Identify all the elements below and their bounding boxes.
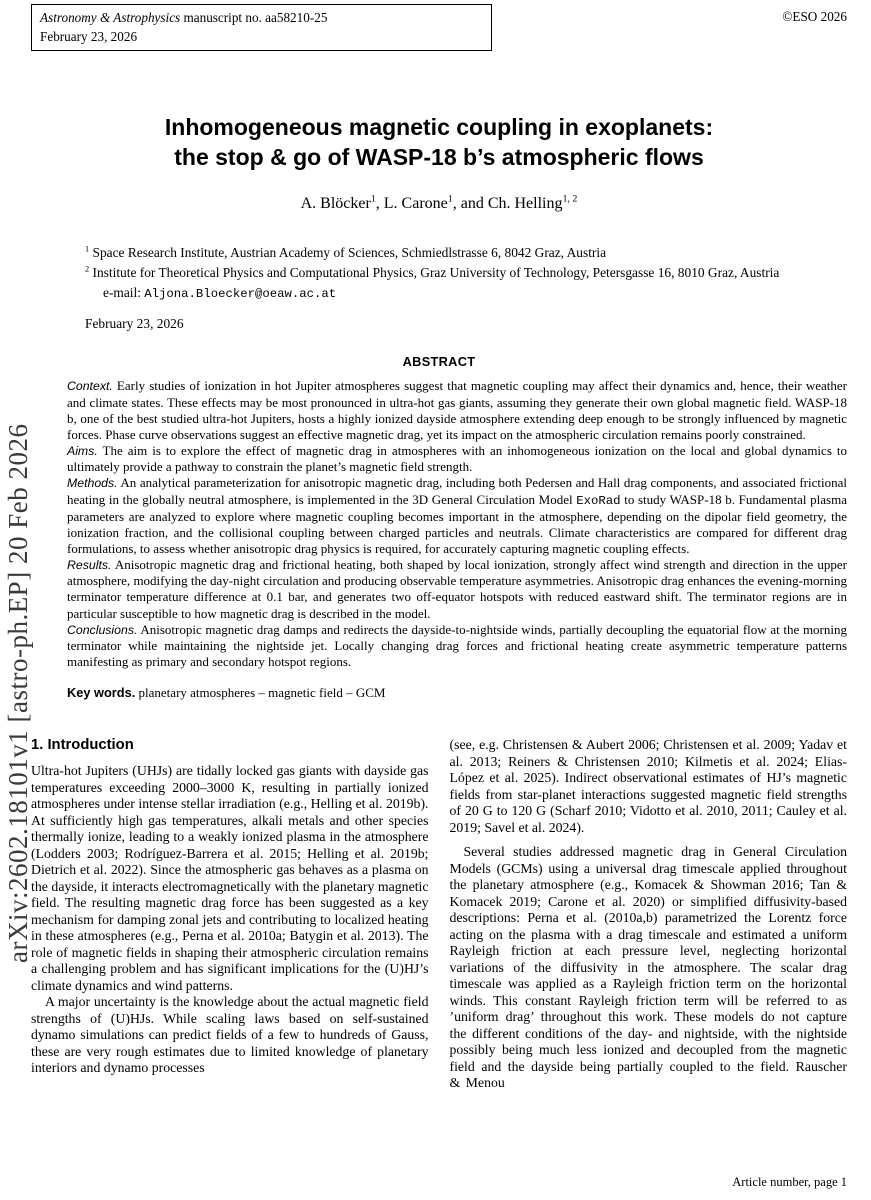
left-column (31, 737, 429, 1092)
affiliation-1-marker: 1 (85, 244, 90, 254)
email-label: e-mail: (103, 284, 145, 300)
journal-name: Astronomy & Astrophysics (40, 10, 181, 25)
author-2-affil-sup: 1 (447, 193, 453, 205)
eso-copyright: ©ESO 2026 (782, 9, 847, 24)
intro-paragraph-4: Several studies addressed magnetic drag in General Circulation Models (GCMs) using a universal drag timescale applied throughout the planetary atmosphere (e.g., Komacek & Showman 2016; Tan & Komacek 2019; Carone et al. 2020) or simplified diffusivity-based descriptions: Perna et al. (2010a,b) parametrized the Lorentz force acting on the plasma with a drag timescale and estimated a uniform Rayleigh friction at each pressure level, neglecting horizontal variations of the diffusivity in the atmosphere. The scalar drag timescale was applied as a Rayleigh friction term on the horizontal winds. This constant Rayleigh friction term will be referred to as ’uniform drag’ throughout this work. These models do not capture the different conditions of the day- and nightside, with the nightside possibly being much less ionized and decoupled from the magnetic field and the dayside being partially coupled to the field. Rauscher & Menou (449, 844, 847, 1091)
keywords-text: planetary atmospheres – magnetic field – GCM (135, 685, 386, 701)
abstract-results: Results. Anisotropic magnetic drag and frictional heating, both shaped by local ionization, strongly affect wind strength and direction in the upper atmosphere, modifying the day-night circulation and producing observable temperature asymmetries. Anisotropic drag enhances the evening-morning terminator temperature difference at 0.1 bar, and generates two off-equator hotspots with reduced eastward shift. The terminator regions are in particular susceptible to how magnetic drag is described in the model. (67, 557, 847, 621)
keywords-line (67, 685, 847, 701)
intro-paragraph-3: (see, e.g. Christensen & Aubert 2006; Christensen et al. 2009; Yadav et al. 2013; Reiners & Christensen 2010; Kilmetis et al. 2024; Elias-López et al. 2025). Indirect observational estimates of HJ’s magnetic fields from star-planet interactions suggested magnetic field strengths of 20 G to 120 G (Scharf 2010; Vidotto et al. 2010, 2011; Cauley et al. 2019; Savel et al. 2024). (449, 737, 847, 835)
email-address: Aljona.Bloecker@oeaw.ac.at (144, 286, 337, 301)
results-label: Results. (67, 558, 112, 573)
page-number-footer: Article number, page 1 (732, 1175, 847, 1189)
title-line-1: Inhomogeneous magnetic coupling in exoplanets: (164, 114, 714, 140)
affiliations-block (31, 243, 847, 304)
affiliation-2-marker: 2 (85, 264, 90, 274)
affiliation-1 (85, 243, 847, 263)
author-1: A. Blöcker$^1$, (300, 193, 384, 212)
arxiv-identifier-stamp: arXiv:2602.18101v1 [astro-ph.EP] 20 Feb 2026 (3, 423, 33, 963)
author-3-affil-sup: 1, 2 (562, 193, 578, 205)
authors-line (31, 195, 847, 213)
header-date: February 23, 2026 (40, 29, 138, 45)
title-line-2: the stop & go of WASP-18 b’s atmospheric flows (174, 144, 704, 171)
exorad-code-name: ExoRad (576, 493, 621, 508)
keywords-label: Key words. (67, 685, 136, 701)
section-1-heading: 1. Introduction (31, 737, 134, 754)
abstract-heading: ABSTRACT (402, 354, 476, 370)
paper-title (31, 112, 847, 173)
abstract-context: Context. Early studies of ionization in hot Jupiter atmospheres suggest that magnetic coupling may affect their dynamics and, hence, their weather and climate states. These effects may be most pronounced in ultra-hot gas giants, assuming they generate their own global magnetic field. WASP-18 b, one of the best studied ultra-hot Jupiters, hosts a highly ionized dayside atmosphere extending deep enough to be strongly influenced by magnetic forces. Phase curve observations suggest an effective magnetic drag, yet its impact on the atmospheric circulation remains poorly constrained. (67, 378, 847, 442)
affiliation-2 (85, 263, 847, 283)
context-label: Context. (67, 379, 113, 394)
right-column (450, 737, 848, 1092)
two-column-body (31, 737, 847, 1092)
abstract-aims: Aims. The aim is to explore the effect of magnetic drag in atmospheres with an inhomogeneous ionization on the local and global dynamics to ultimately provide a pathway to constrain the planet’s magnetic field strength. (67, 442, 847, 475)
manuscript-number: manuscript no. aa58210-25 (180, 10, 328, 25)
abstract-conclusions: Conclusions. Anisotropic magnetic drag damps and redirects the dayside-to-nightside winds, partially decoupling the equatorial flow at the morning terminator while maintaining the nightside jet. Locally changing drag forces and frictional heating create asymmetric temperature patterns manifesting as primary and secondary hotspot regions. (67, 621, 847, 669)
abstract-methods: Methods. An analytical parameterization for anisotropic magnetic drag, including both Pedersen and Hall drag components, and associated frictional heating in the globally neutral atmosphere, is implemented in the 3D General Circulation Model ExoRad to study WASP-18 b. Fundamental plasma parameters are analyzed to explore where magnetic coupling becomes important in the atmosphere, depending on the dipolar field geometry, the ionization fraction, and the collisional coupling between charged particles and neutrals. Climate characteristics are compared for different drag formulations, to assess whether anisotropic drag physics is required, for accurately capturing magnetic coupling effects. (67, 475, 847, 556)
manuscript-header-box (31, 4, 492, 51)
intro-paragraph-1: Ultra-hot Jupiters (UHJs) are tidally locked gas giants with dayside gas temperatures exceeding 2000–3000 K, resulting in partially ionized atmospheres under intense stellar irradiation (e.g., Helling et al. 2019b). At sufficiently high gas temperatures, alkali metals and other species thermally ionize, leading to a weakly ionized plasma in the atmosphere (Lodders 2003; Rodríguez-Barrera et al. 2015; Helling et al. 2019b; Dietrich et al. 2022). Since the atmospheric gas behaves as a plasma on the dayside, it interacts electromagnetically with the planetary magnetic field. The resulting magnetic drag force has been suggested as a key mechanism for damping zonal jets and contributing to localized heating in these atmospheres (e.g., Perna et al. 2010a; Batygin et al. 2013). The role of magnetic fields in shaping their atmospheric circulation remains a challenging problem and has significant implications for the (U)HJ’s climate dynamics and wind patterns. (31, 763, 429, 993)
manuscript-line (40, 8, 483, 27)
intro-paragraph-2: A major uncertainty is the knowledge about the actual magnetic field strengths of (U)HJs. While scaling laws based on self-sustained dynamo simulations can predict fields of a few to hundreds of Gauss, these are very rough estimates due to limited knowledge of planetary interiors and dynamo processes (31, 994, 429, 1076)
author-3: Ch. Helling$^{1, 2}$ (487, 193, 578, 212)
conclusions-label: Conclusions. (67, 622, 138, 637)
abstract-block (67, 378, 847, 670)
contact-email-line (103, 283, 847, 303)
methods-label: Methods. (67, 476, 118, 491)
author-2: L. Carone$^1$, and (383, 193, 488, 212)
submission-date: February 23, 2026 (85, 316, 184, 332)
author-1-affil-sup: 1 (370, 193, 376, 205)
affiliation-1-text: Space Research Institute, Austrian Academy of Sciences, Schmiedlstrasse 6, 8042 Graz, Austria (92, 244, 607, 260)
aims-label: Aims. (67, 443, 98, 458)
affiliation-2-text: Institute for Theoretical Physics and Computational Physics, Graz University of Technology, Petersgasse 16, 8010 Graz, Austria (92, 264, 780, 280)
